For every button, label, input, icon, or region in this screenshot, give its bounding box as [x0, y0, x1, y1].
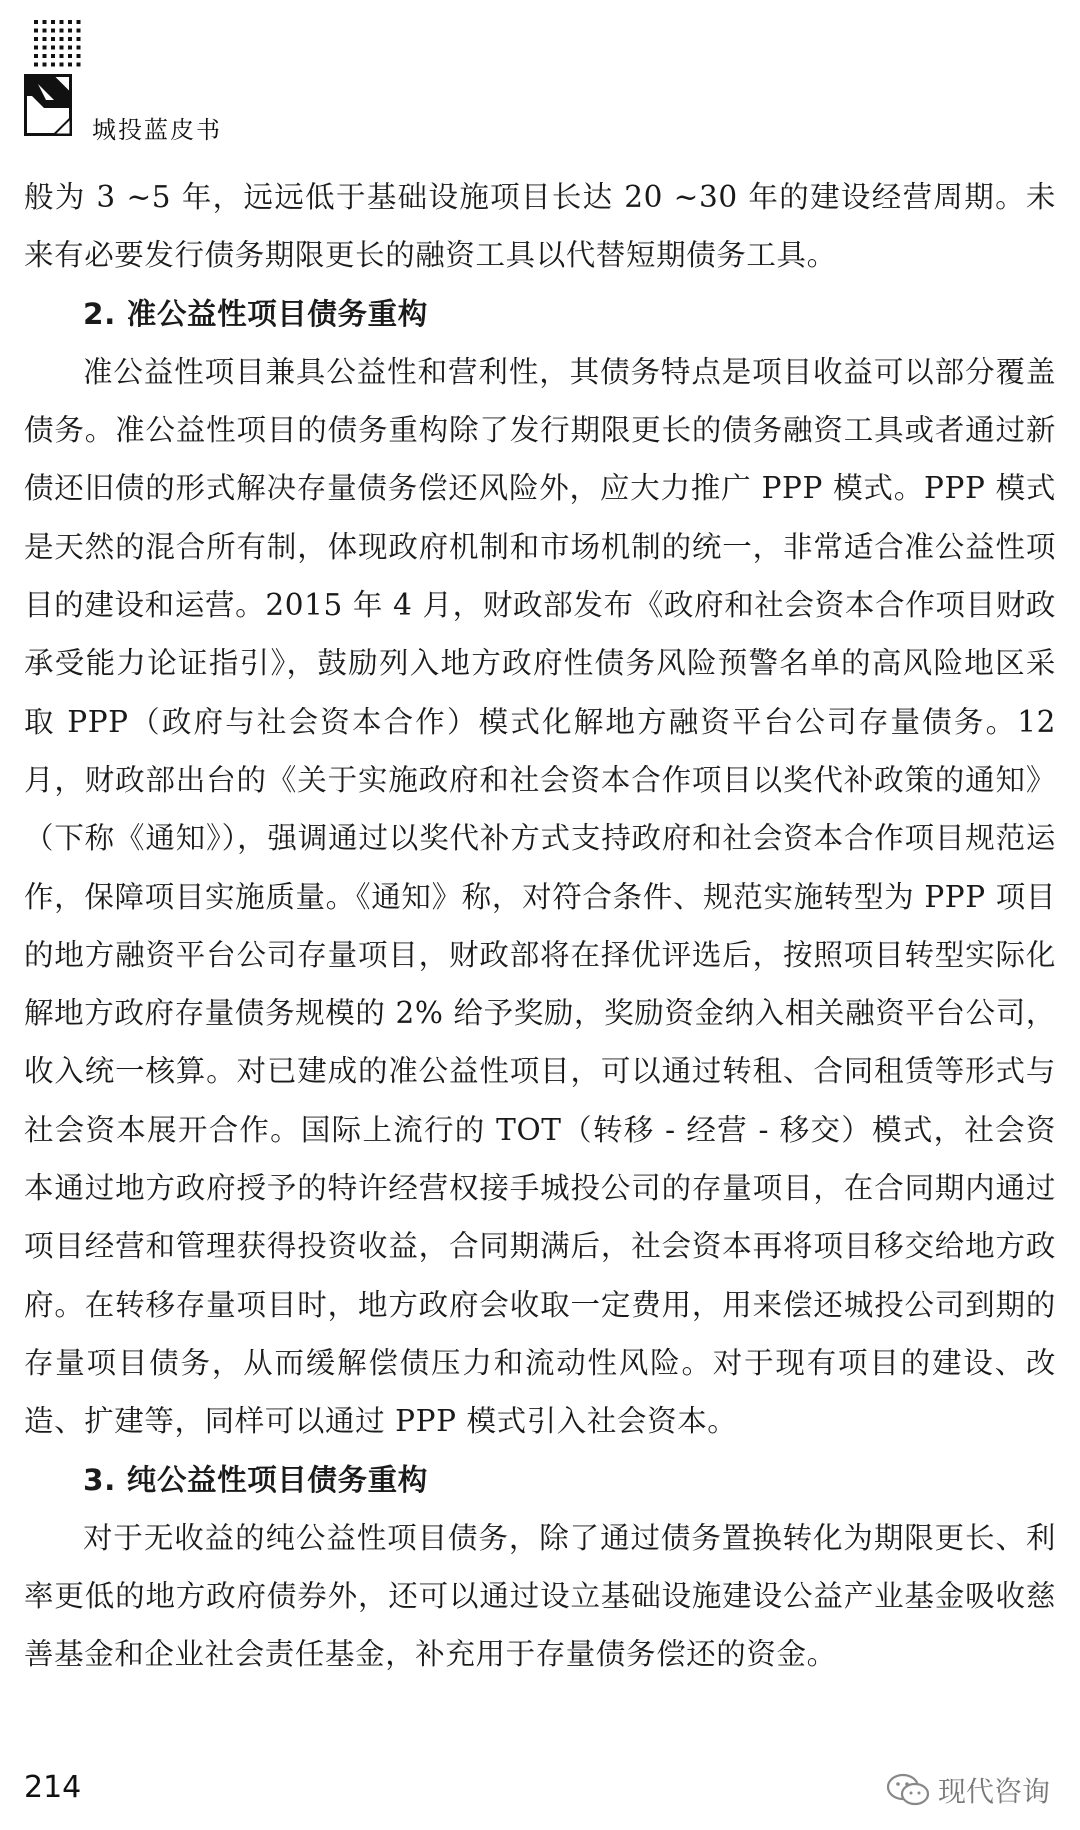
page-number: 214	[24, 1770, 82, 1805]
book-title: 城投蓝皮书	[92, 116, 222, 144]
section-heading-3: 3. 纯公益性项目债务重构	[83, 1462, 428, 1497]
watermark-text: 现代咨询	[937, 1775, 1050, 1808]
dot-pattern-icon	[28, 18, 94, 70]
body-text	[24, 168, 1056, 1684]
book-corner-logo-icon	[24, 74, 72, 136]
section-heading-2: 2. 准公益性项目债务重构	[83, 296, 428, 331]
watermark	[886, 1770, 1050, 1810]
paragraph-pure-public: 对于无收益的纯公益性项目债务，除了通过债务置换转化为期限更长、利率更低的地方政府债券外，还可以通过设立基础设施建设公益产业基金吸收慈善基金和企业社会责任基金，补充用于存量债务偿还的资金。	[24, 1520, 1056, 1672]
paragraph-quasi-public: 准公益性项目兼具公益性和营利性，其债务特点是项目收益可以部分覆盖债务。准公益性项目的债务重构除了发行期限更长的债务融资工具或者通过新债还旧债的形式解决存量债务偿还风险外，应大力推广 PPP 模式。PPP 模式是天然的混合所有制，体现政府机制和市场机制的统一，非常适合准公益性项目的建设和运营。2015 年 4 月，财政部发布《政府和社会资本合作项目财政承受能力论证指引》，鼓励列入地方政府性债务风险预警名单的高风险地区采取 PPP（政府与社会资本合作）模式化解地方融资平台公司存量债务。12 月，财政部出台的《关于实施政府和社会资本合作项目以奖代补政策的通知》（下称《通知》），强调通过以奖代补方式支持政府和社会资本合作项目规范运作，保障项目实施质量。《通知》称，对符合条件、规范实施转型为 PPP 项目的地方融资平台公司存量项目，财政部将在择优评选后，按照项目转型实际化解地方政府存量债务规模的 2% 给予奖励，奖励资金纳入相关融资平台公司，收入统一核算。对已建成的准公益性项目，可以通过转租、合同租赁等形式与社会资本展开合作。国际上流行的 TOT（转移 - 经营 - 移交）模式，社会资本通过地方政府授予的特许经营权接手城投公司的存量项目，在合同期内通过项目经营和管理获得投资收益，合同期满后，社会资本再将项目移交给地方政府。在转移存量项目时，地方政府会收取一定费用，用来偿还城投公司到期的存量项目债务，从而缓解偿债压力和流动性风险。对于现有项目的建设、改造、扩建等，同样可以通过 PPP 模式引入社会资本。	[24, 354, 1056, 1439]
paragraph-continued: 般为 3 ~5 年，远远低于基础设施项目长达 20 ~30 年的建设经营周期。未来有必要发行债务期限更长的融资工具以代替短期债务工具。	[24, 180, 1056, 273]
wechat-icon	[886, 1773, 930, 1807]
page-header	[24, 18, 324, 144]
